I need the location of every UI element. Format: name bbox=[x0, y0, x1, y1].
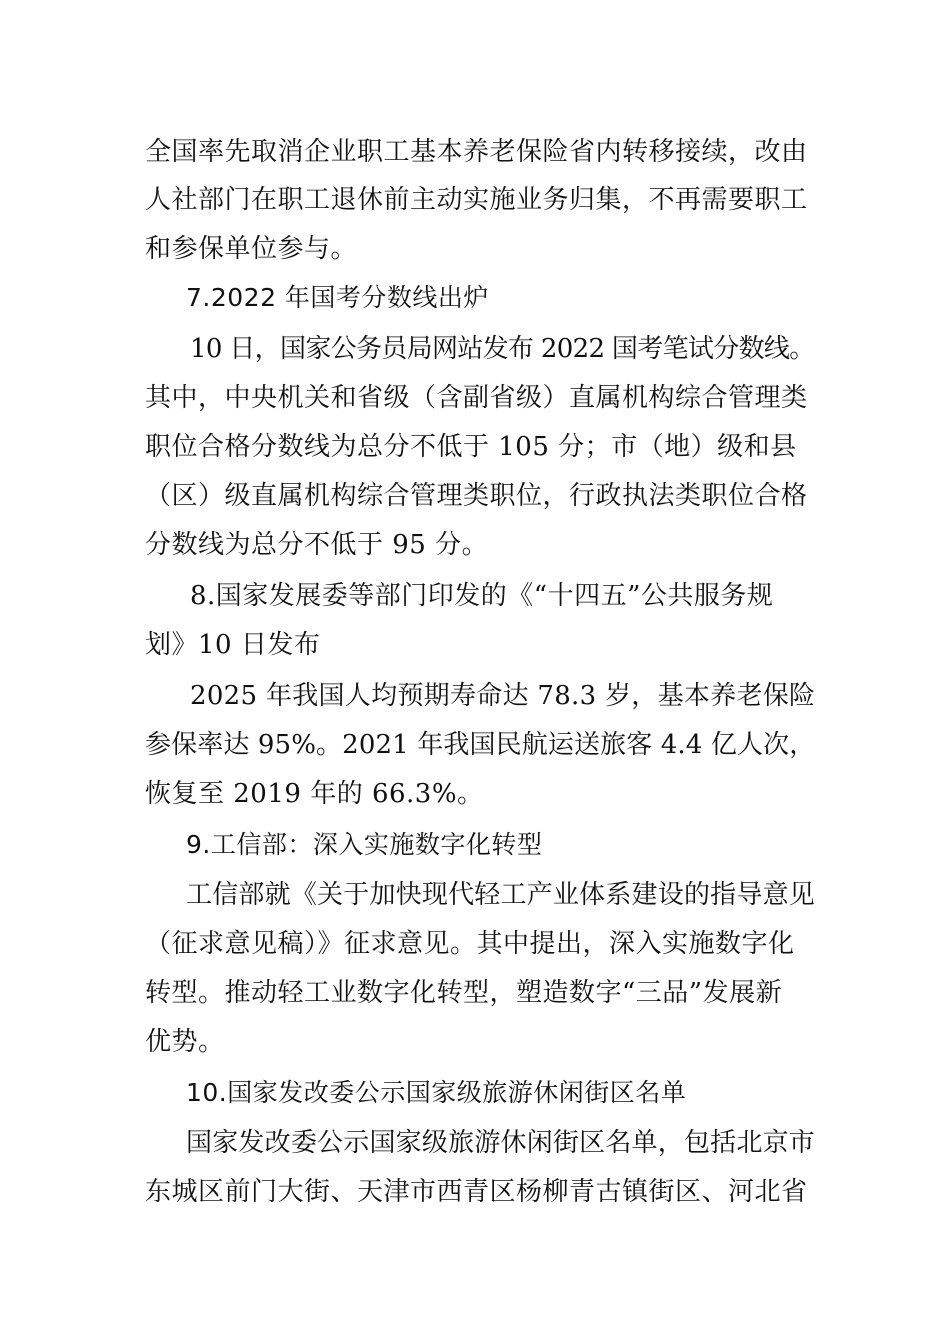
section-heading-9: 9.工信部：深入实施数字化转型 bbox=[186, 830, 543, 859]
body-text-line: 转型。推动轻工业数字化转型，塑造数字“三品”发展新 bbox=[145, 978, 783, 1008]
body-text-line: 优势。 bbox=[145, 1027, 225, 1057]
body-text-line: 恢复至 2019 年的 66.3%。 bbox=[145, 779, 484, 809]
section-heading-8-line-1: 8.国家发展委等部门印发的《“十四五”公共服务规 bbox=[190, 581, 774, 611]
body-text-line: 职位合格分数线为总分不低于 105 分；市（地）级和县 bbox=[145, 432, 797, 462]
body-text-line: 东城区前门大街、天津市西青区杨柳青古镇街区、河北省 bbox=[145, 1177, 808, 1207]
body-text-line: 国家发改委公示国家级旅游休闲街区名单，包括北京市 bbox=[186, 1128, 816, 1158]
body-text-line: 参保率达 95%。2021 年我国民航运送旅客 4.4 亿人次， bbox=[145, 730, 816, 760]
body-text-line: （征求意见稿）》征求意见。其中提出，深入实施数字化 bbox=[145, 929, 795, 959]
body-text-line: 人社部门在职工退休前主动实施业务归集，不再需要职工 bbox=[145, 185, 808, 215]
body-text-line: 10 日，国家公务员局网站发布 2022 国考笔试分数线。 bbox=[190, 334, 815, 364]
section-heading-8-line-2: 划》10 日发布 bbox=[145, 630, 321, 660]
body-text-line: 和参保单位参与。 bbox=[145, 234, 358, 264]
body-text-line: 工信部就《关于加快现代轻工产业体系建设的指导意见 bbox=[186, 880, 816, 910]
body-text-line: 2025 年我国人均预期寿命达 78.3 岁，基本养老保险 bbox=[190, 681, 816, 711]
body-text-line: 分数线为总分不低于 95 分。 bbox=[145, 530, 489, 560]
section-heading-7: 7.2022 年国考分数线出炉 bbox=[186, 283, 489, 312]
section-heading-10: 10.国家发改委公示国家级旅游休闲街区名单 bbox=[186, 1078, 687, 1107]
body-text-line: 其中，中央机关和省级（含副省级）直属机构综合管理类 bbox=[145, 383, 808, 413]
body-text-line: 全国率先取消企业职工基本养老保险省内转移接续，改由 bbox=[145, 137, 808, 167]
body-text-line: （区）级直属机构综合管理类职位，行政执法类职位合格 bbox=[145, 481, 808, 511]
